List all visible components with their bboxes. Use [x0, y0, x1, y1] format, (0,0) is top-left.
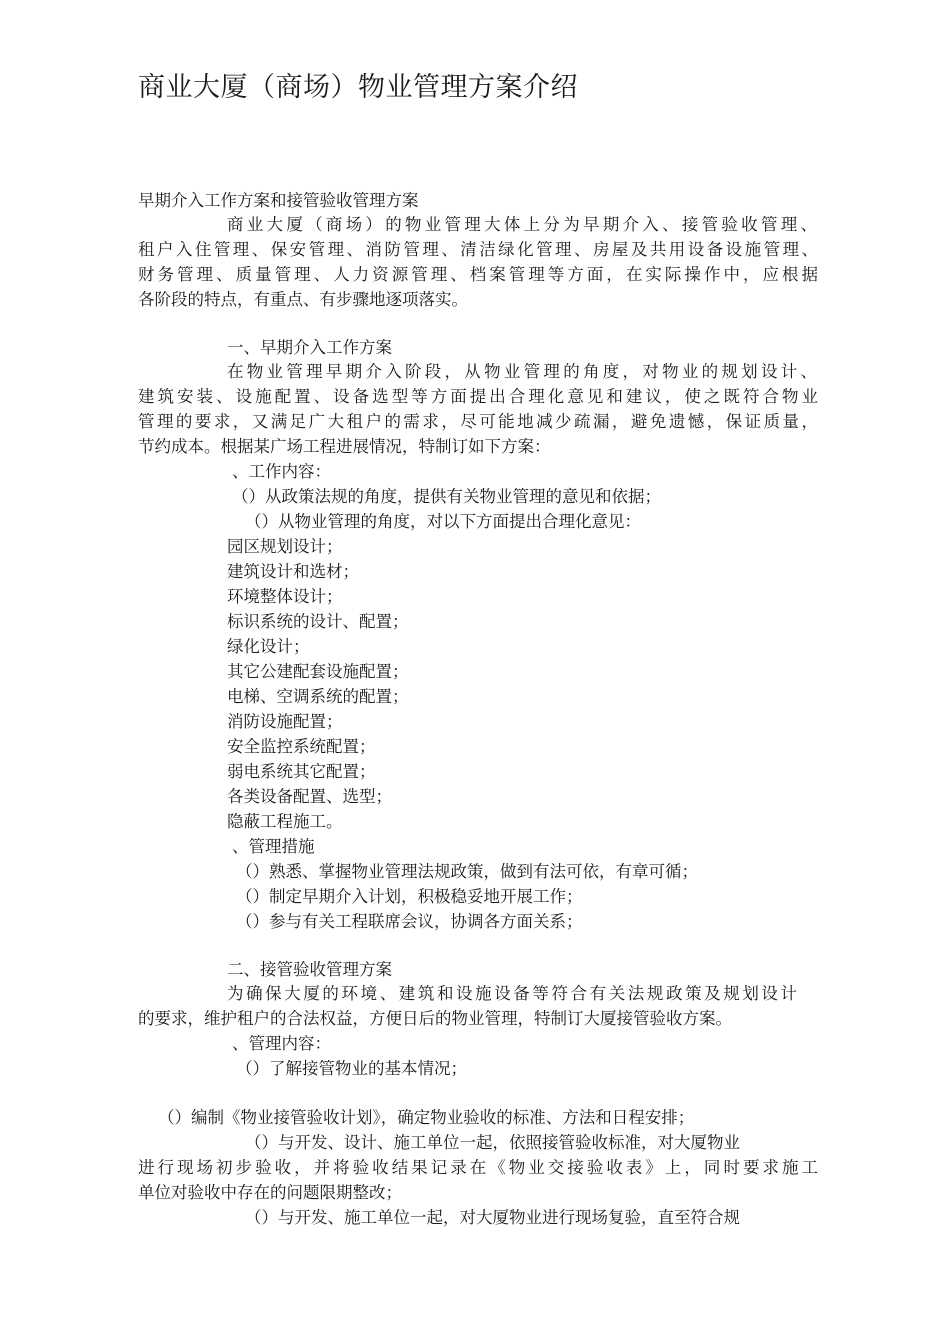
section-heading: 早期介入工作方案和接管验收管理方案 [138, 191, 419, 210]
paragraph-line: 为确保大厦的环境、建筑和设施设备等符合有关法规政策及规划设计 [227, 984, 797, 1003]
subsection-heading: 、管理措施 [232, 837, 315, 856]
list-item: （）从政策法规的角度，提供有关物业管理的意见和依据； [232, 487, 661, 506]
list-item: 消防设施配置； [227, 712, 343, 731]
subsection-heading: 、管理内容： [232, 1034, 331, 1053]
paragraph-line: 单位对验收中存在的问题限期整改； [138, 1183, 402, 1202]
list-item: 园区规划设计； [227, 537, 343, 556]
paragraph-line: 各阶段的特点，有重点、有步骤地逐项落实。 [138, 290, 468, 309]
section-heading: 二、接管验收管理方案 [227, 960, 392, 979]
list-item: 隐蔽工程施工。 [227, 812, 343, 831]
list-item: 各类设备配置、选型； [227, 787, 392, 806]
list-item: （）了解接管物业的基本情况； [236, 1059, 467, 1078]
paragraph-line: 财务管理、质量管理、人力资源管理、档案管理等方面，在实际操作中，应根据 [138, 265, 818, 284]
list-item: （）从物业管理的角度，对以下方面提出合理化意见： [245, 512, 641, 531]
paragraph-line: 建筑安装、设施配置、设备选型等方面提出合理化意见和建议，使之既符合物业 [138, 387, 818, 406]
list-item: （）编制《物业接管验收计划》，确定物业验收的标准、方法和日程安排； [158, 1108, 695, 1127]
list-item: 标识系统的设计、配置； [227, 612, 409, 631]
list-item: 电梯、空调系统的配置； [227, 687, 409, 706]
list-item: 绿化设计； [227, 637, 310, 656]
list-item: （）制定早期介入计划，积极稳妥地开展工作； [236, 887, 583, 906]
paragraph-line: 节约成本。根据某广场工程进展情况，特制订如下方案： [138, 437, 551, 456]
list-item: 环境整体设计； [227, 587, 343, 606]
list-item: （）与开发、设计、施工单位一起，依照接管验收标准，对大厦物业 [245, 1133, 740, 1152]
paragraph-line: 的要求，维护租户的合法权益，方便日后的物业管理，特制订大厦接管验收方案。 [138, 1009, 732, 1028]
list-item: （）与开发、施工单位一起，对大厦物业进行现场复验，直至符合规 [245, 1208, 740, 1227]
list-item: 安全监控系统配置； [227, 737, 376, 756]
list-item: 其它公建配套设施配置； [227, 662, 409, 681]
list-item: 弱电系统其它配置； [227, 762, 376, 781]
list-item: （）参与有关工程联席会议，协调各方面关系； [236, 912, 583, 931]
list-item: （）熟悉、掌握物业管理法规政策，做到有法可依，有章可循； [236, 862, 698, 881]
paragraph-line: 商业大厦（商场）的物业管理大体上分为早期介入、接管验收管理、 [227, 215, 817, 234]
paragraph-line: 管理的要求，又满足广大租户的需求，尽可能地减少疏漏，避免遗憾，保证质量， [138, 412, 818, 431]
paragraph-line: 进行现场初步验收，并将验收结果记录在《物业交接验收表》上，同时要求施工 [138, 1158, 818, 1177]
paragraph-line: 在物业管理早期介入阶段，从物业管理的角度，对物业的规划设计、 [227, 362, 817, 381]
document-title: 商业大厦（商场）物业管理方案介绍 [138, 72, 578, 103]
subsection-heading: 、工作内容： [232, 462, 331, 481]
paragraph-line: 租户入住管理、保安管理、消防管理、清洁绿化管理、房屋及共用设备设施管理、 [138, 240, 818, 259]
list-item: 建筑设计和选材； [227, 562, 359, 581]
section-heading: 一、早期介入工作方案 [227, 338, 392, 357]
